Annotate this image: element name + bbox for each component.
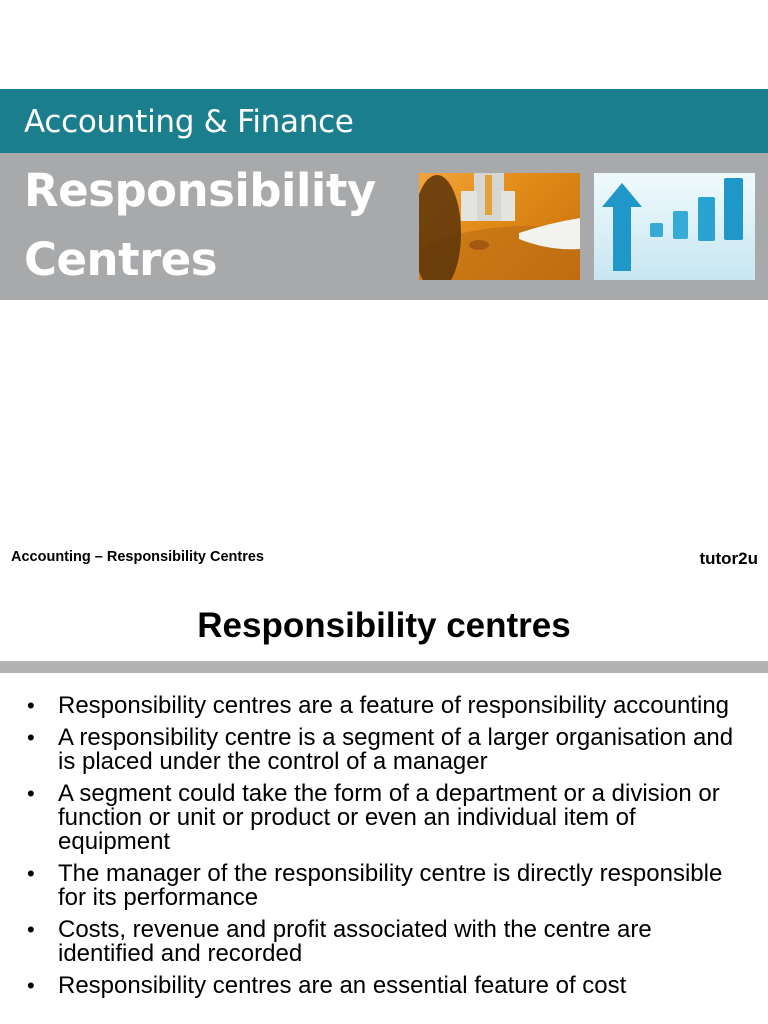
bullet-point-icon: •	[27, 917, 35, 942]
list-item	[0, 726, 768, 774]
bullet-point-icon: •	[27, 693, 35, 718]
slide-title: Responsibility centres	[197, 606, 571, 645]
bullet-text: The manager of the responsibility centre is directly responsible for its performance	[58, 860, 723, 911]
brand-logo-text: tutor2u	[699, 549, 758, 568]
list-item	[0, 974, 768, 998]
slide-main-title-line-2: Centres	[24, 233, 218, 286]
list-item	[0, 694, 768, 718]
bullet-text: Responsibility centres are an essential feature of cost	[58, 972, 627, 999]
title-divider	[0, 661, 768, 673]
rising-bar-chart-arrow-image	[594, 173, 755, 280]
bullet-point-icon: •	[27, 725, 35, 750]
bullet-list	[0, 694, 768, 1006]
list-item	[0, 918, 768, 966]
bullet-text: A segment could take the form of a department or a division or function or unit or product or even an individual item of equipment	[58, 780, 720, 855]
slide-main-title-line-1: Responsibility	[24, 164, 376, 217]
content-slide	[0, 540, 768, 1024]
list-item	[0, 862, 768, 910]
list-item	[0, 782, 768, 854]
bullet-text: Costs, revenue and profit associated with the centre are identified and recorded	[58, 916, 652, 967]
subject-title: Accounting & Finance	[24, 104, 354, 140]
bullet-point-icon: •	[27, 973, 35, 998]
meeting-photo	[419, 173, 580, 280]
bullet-text: Responsibility centres are a feature of responsibility accounting	[58, 692, 730, 719]
bullet-point-icon: •	[27, 781, 35, 806]
bullet-point-icon: •	[27, 861, 35, 886]
bullet-text: A responsibility centre is a segment of a larger organisation and is placed under the control of a manager	[58, 724, 734, 775]
slide-header-topic: Accounting – Responsibility Centres	[11, 549, 264, 565]
